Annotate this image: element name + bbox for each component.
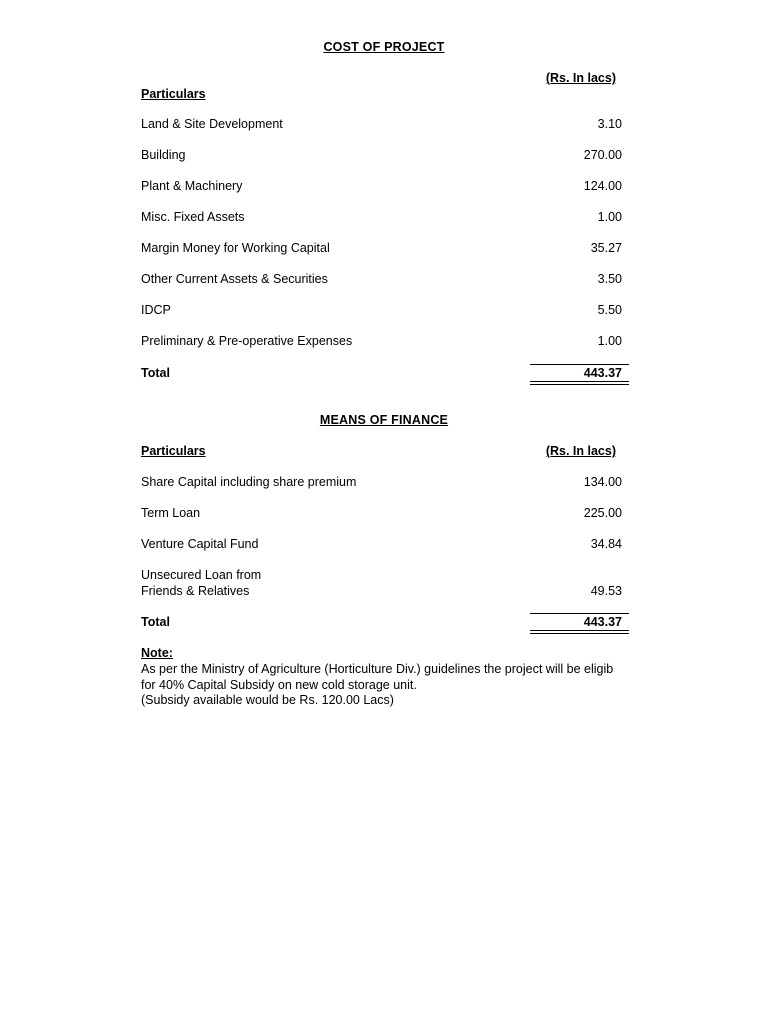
finance-total-double-rule: [530, 630, 629, 634]
finance-total-row: [141, 615, 622, 631]
cost-row: [141, 334, 622, 350]
finance-row-label: Venture Capital Fund: [141, 537, 259, 551]
cost-row-label: Preliminary & Pre-operative Expenses: [141, 334, 353, 348]
cost-row-label: Plant & Machinery: [141, 179, 243, 193]
cost-row: [141, 117, 622, 133]
note-line: As per the Ministry of Agriculture (Horticulture Div.) guidelines the project will be eligib: [141, 661, 614, 676]
cost-row-label: Building: [141, 148, 186, 162]
finance-unit-label: (Rs. In lacs): [545, 444, 616, 458]
cost-row-label: Other Current Assets & Securities: [141, 272, 328, 286]
finance-row: [141, 506, 622, 522]
cost-total-row: [141, 366, 622, 382]
finance-row-label: [141, 568, 261, 599]
cost-total-value: 443.37: [583, 366, 622, 380]
cost-particulars-heading: Particulars: [141, 87, 206, 101]
finance-total-rule: [530, 613, 629, 614]
cost-row-label: Land & Site Development: [141, 117, 283, 131]
finance-row-label: Term Loan: [141, 506, 201, 520]
cost-row: [141, 303, 622, 319]
finance-row-value: 134.00: [583, 475, 622, 489]
cost-total-label: Total: [141, 366, 170, 380]
note-line: for 40% Capital Subsidy on new cold storage unit.: [141, 677, 417, 692]
finance-row-label-line1: Unsecured Loan from: [141, 568, 262, 582]
finance-row-value: 34.84: [590, 537, 622, 551]
note-heading: Note:: [141, 646, 173, 660]
cost-row-label: IDCP: [141, 303, 171, 317]
cost-row-value: 124.00: [583, 179, 622, 193]
cost-total-double-rule: [530, 381, 629, 385]
finance-row-value: 49.53: [590, 583, 622, 598]
note-line: (Subsidy available would be Rs. 120.00 Lacs): [141, 693, 394, 708]
finance-total-value: 443.37: [583, 615, 622, 629]
cost-row: [141, 179, 622, 195]
finance-row-label-line2: Friends & Relatives: [141, 583, 250, 598]
cost-row-value: 5.50: [597, 303, 622, 317]
finance-row-label: Share Capital including share premium: [141, 475, 357, 489]
cost-row: [141, 148, 622, 164]
cost-row-label: Misc. Fixed Assets: [141, 210, 245, 224]
cost-total-rule: [530, 364, 629, 365]
note-block: [141, 646, 630, 709]
finance-row-value: 225.00: [583, 506, 622, 520]
cost-row-value: 270.00: [583, 148, 622, 162]
cost-row-value: 1.00: [597, 334, 622, 348]
cost-unit-label: (Rs. In lacs): [545, 71, 616, 85]
finance-row: [141, 537, 622, 553]
finance-particulars-heading: Particulars: [141, 444, 206, 458]
cost-row: [141, 241, 622, 257]
cost-row-value: 35.27: [590, 241, 622, 255]
cost-of-project-title: COST OF PROJECT: [323, 40, 445, 54]
cost-row-value: 3.10: [597, 117, 622, 131]
cost-row: [141, 272, 622, 288]
cost-row-value: 1.00: [597, 210, 622, 224]
cost-row-label: Margin Money for Working Capital: [141, 241, 330, 255]
finance-total-label: Total: [141, 615, 170, 629]
finance-row: [141, 475, 622, 491]
finance-row: [141, 568, 622, 600]
cost-row-value: 3.50: [597, 272, 622, 286]
means-of-finance-title: MEANS OF FINANCE: [319, 413, 449, 427]
cost-row: [141, 210, 622, 226]
